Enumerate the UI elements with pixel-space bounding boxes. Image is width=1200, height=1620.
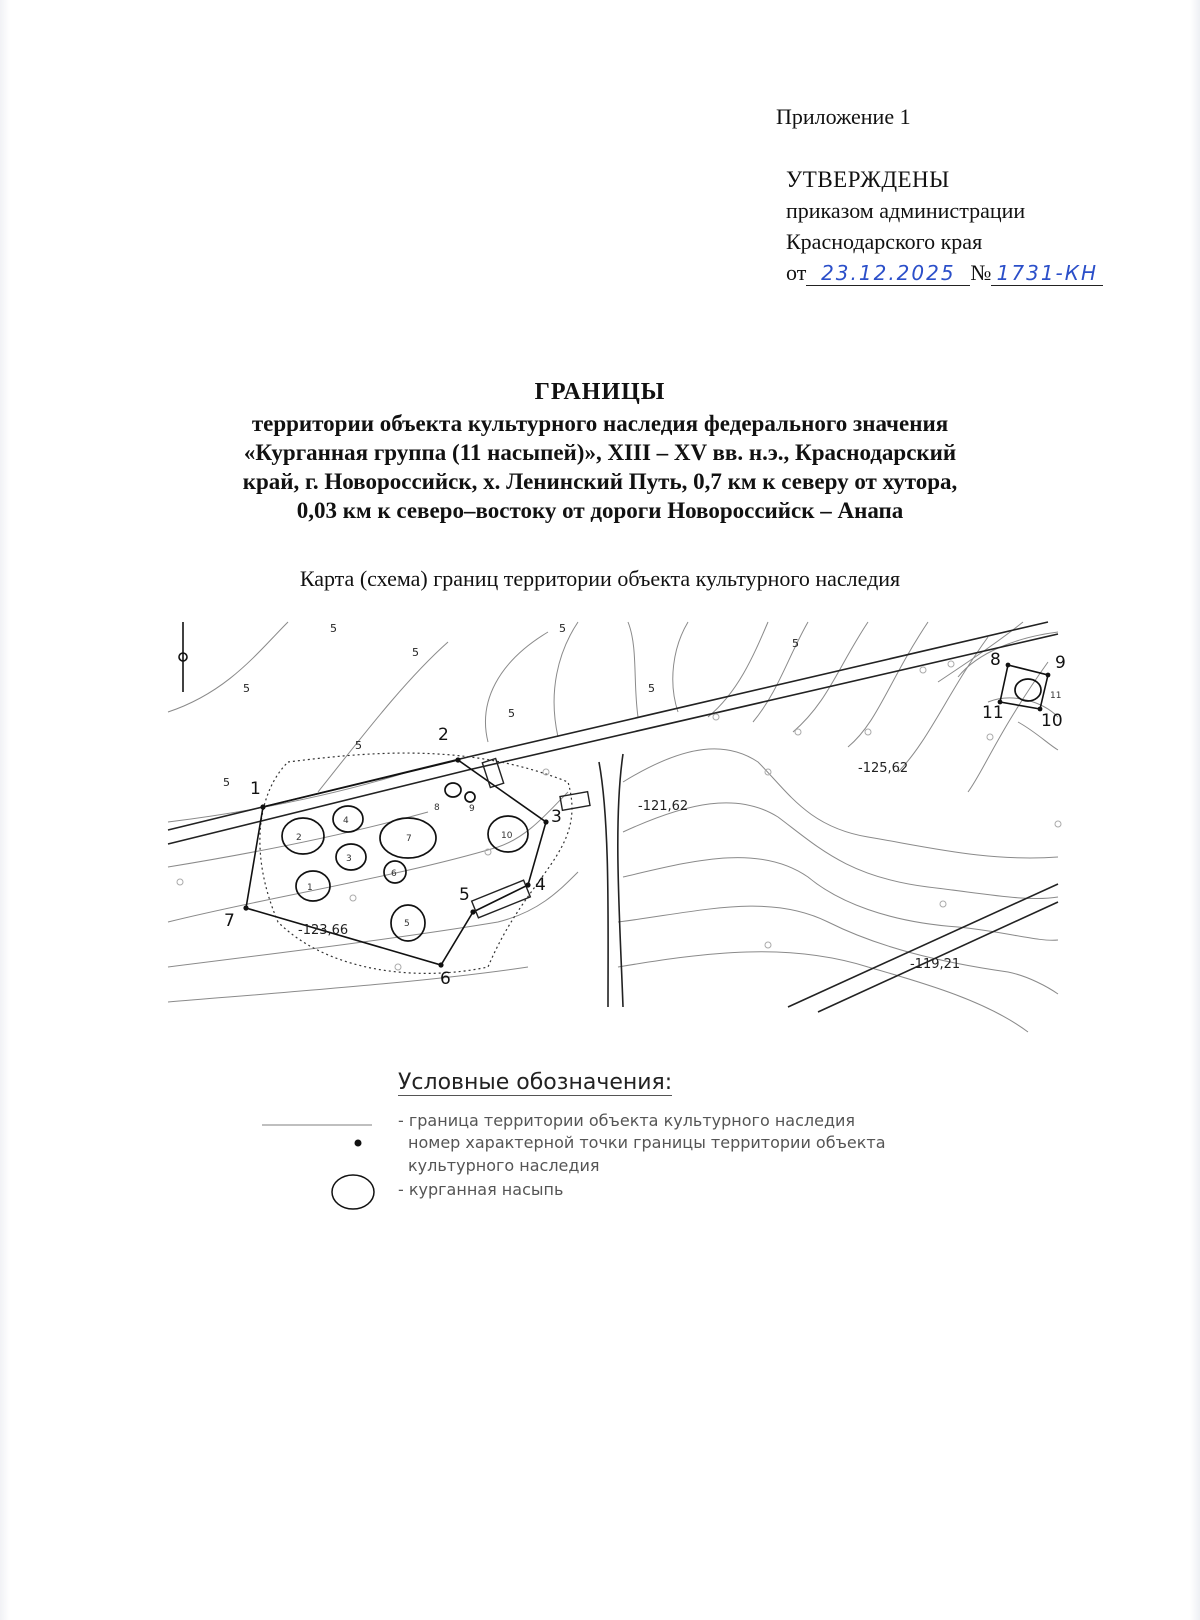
mound-label: 3 [346, 854, 352, 864]
contour-mark: 5 [412, 646, 419, 659]
point-marker-5 [470, 909, 475, 914]
handwritten-number: 1731-КН [991, 261, 1103, 286]
north-arrow [179, 622, 187, 692]
contour-line [628, 622, 638, 717]
elevation-label: -119,21 [910, 957, 961, 972]
elevation-labels [298, 761, 960, 972]
point-label: 11 [982, 703, 1004, 723]
contour-mark: 5 [648, 682, 655, 695]
point-label: 6 [440, 969, 451, 989]
contour-mark: 5 [508, 707, 515, 720]
scan-edge-right [1190, 0, 1200, 1620]
legend-mound-text: - курганная насыпь [398, 1180, 564, 1199]
terrain-mark [987, 734, 993, 740]
contour-mark: 5 [330, 622, 337, 635]
title-line-4: 0,03 км к северо–востоку от дороги Новороссийск – Анапа [296, 498, 904, 523]
mound-8 [445, 783, 461, 797]
map-caption: Карта (схема) границ территории объекта культурного наследия [299, 566, 901, 591]
mound-1 [296, 871, 330, 901]
mound-label: 7 [406, 834, 412, 844]
contour-line [673, 622, 688, 712]
title-main: ГРАНИЦЫ [534, 379, 666, 405]
legend-title: Условные обозначения: [398, 1070, 673, 1095]
terrain-mark [1055, 821, 1061, 827]
order-date-number-line [786, 257, 1103, 288]
approval-block [786, 164, 1103, 288]
lower-right-road [788, 884, 1058, 1012]
mound-label: 8 [434, 803, 440, 813]
region-line: Краснодарского края [786, 229, 983, 254]
elevation-label: -123,66 [298, 923, 349, 938]
legend-mound-symbol [328, 1172, 378, 1212]
contour-line [793, 622, 868, 732]
contour-line [168, 967, 528, 1002]
contour-mark: 5 [243, 682, 250, 695]
point-marker-9 [1046, 673, 1051, 678]
legend-boundary-line-symbol [262, 1120, 372, 1130]
title-line-1: территории объекта культурного наследия федерального значения [251, 411, 949, 436]
point-label: 5 [459, 885, 470, 905]
point-label: 1 [250, 779, 261, 799]
terrain-mark [920, 667, 926, 673]
mound-2 [282, 818, 324, 854]
road [168, 622, 1058, 1007]
building-2 [560, 792, 590, 811]
contour-line [318, 642, 448, 792]
contour-mark: 5 [223, 776, 230, 789]
side-road-west [599, 762, 608, 1007]
point-label: 2 [438, 725, 449, 745]
contour-line [486, 632, 549, 742]
appendix-label: Приложение 1 [776, 104, 911, 129]
legend-point-text-2: культурного наследия [408, 1156, 600, 1175]
structures [472, 758, 590, 917]
point-marker-2 [455, 757, 460, 762]
point-label: 4 [535, 875, 546, 895]
point-marker-6 [438, 962, 443, 967]
mound-label: 6 [391, 869, 397, 879]
contour-mark: 5 [792, 637, 799, 650]
territory-boundary [246, 760, 546, 965]
terrain-mark [350, 895, 356, 901]
point-marker-7 [243, 905, 248, 910]
terrain-mark [940, 901, 946, 907]
mound-label: 10 [501, 831, 513, 841]
mound-label: 5 [404, 919, 410, 929]
scan-edge-left [0, 0, 10, 1620]
mound-label: 1 [307, 883, 313, 893]
point-label: 10 [1041, 711, 1063, 731]
road-edge-south [168, 634, 1058, 844]
title-line-3: край, г. Новороссийск, х. Ленинский Путь, 0,7 км к северу от хутора, [242, 469, 958, 494]
mound-11 [1015, 679, 1041, 701]
order-by-line: приказом администрации [786, 198, 1026, 223]
legend-boundary-text: - граница территории объекта культурного наследия [398, 1111, 856, 1130]
number-prefix: № [970, 260, 992, 285]
contour-line [554, 622, 578, 737]
point-marker-1 [260, 804, 265, 809]
elevation-label: -121,62 [638, 799, 689, 814]
side-road-east [618, 754, 623, 1007]
map-legend [262, 1070, 1022, 1230]
boundary-map [168, 622, 1066, 1032]
contour-line [168, 622, 288, 712]
document-title [150, 378, 1050, 525]
contour-line [848, 622, 928, 747]
approved-label: УТВЕРЖДЕНЫ [786, 167, 950, 192]
mound-label: 11 [1050, 691, 1062, 701]
contour-mark: 5 [355, 739, 362, 752]
handwritten-date: 23.12.2025 [806, 261, 970, 286]
point-label: 8 [990, 650, 1001, 670]
legend-point-text-1: номер характерной точки границы территории объекта [408, 1133, 886, 1152]
title-line-2: «Курганная группа (11 насыпей)», XIII – XV вв. н.э., Краснодарский [243, 440, 957, 465]
dotted-outline [260, 753, 572, 973]
mound-9 [465, 792, 475, 802]
contour-marks [223, 622, 799, 789]
terrain-mark [177, 879, 183, 885]
point-label: 7 [224, 911, 235, 931]
contour-mark: 5 [559, 622, 566, 635]
legend-point-symbol [348, 1136, 368, 1150]
terrain-mark [395, 964, 401, 970]
point-label: 3 [551, 807, 562, 827]
mound-label: 4 [343, 816, 349, 826]
point-marker-3 [543, 819, 548, 824]
point-marker-4 [525, 882, 530, 887]
point-label: 9 [1055, 653, 1066, 673]
mound-label: 9 [469, 804, 475, 814]
terrain-mark [948, 661, 954, 667]
contour-line [623, 803, 1058, 899]
elevation-label: -125,62 [858, 761, 909, 776]
terrain-mark [865, 729, 871, 735]
terrain-mark [795, 729, 801, 735]
contour-line [618, 906, 1058, 994]
terrain-mark [713, 714, 719, 720]
boundary-point-markers [243, 663, 1050, 968]
point-marker-8 [1006, 663, 1011, 668]
mound-label: 2 [296, 833, 302, 843]
contour-line [623, 749, 1058, 858]
date-prefix: от [786, 260, 807, 285]
terrain-mark [765, 942, 771, 948]
